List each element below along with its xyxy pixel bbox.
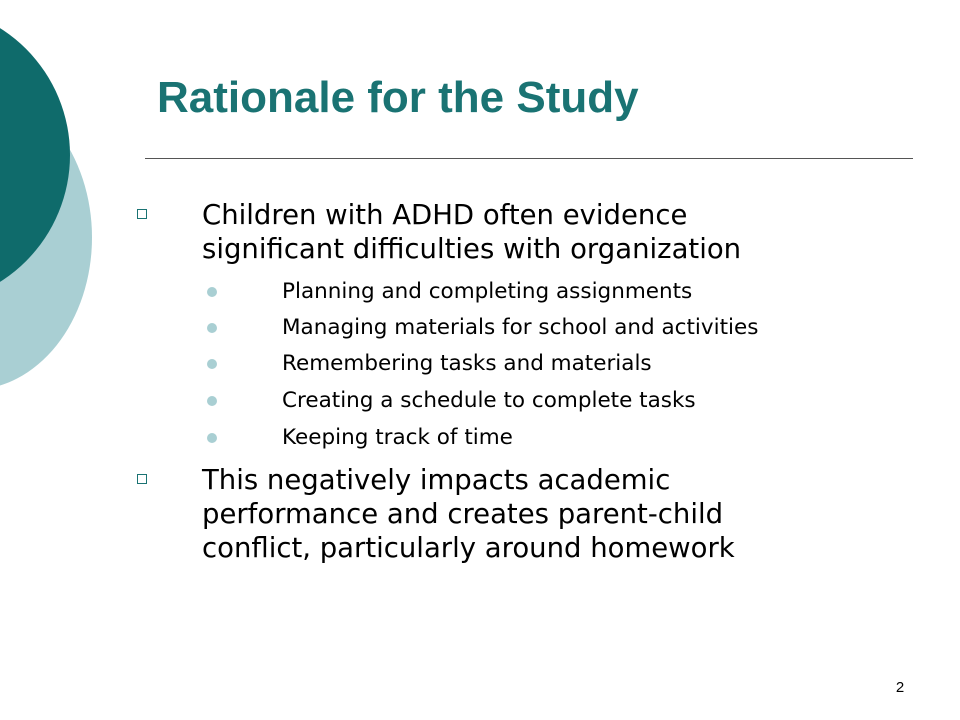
sub-bullet-text: Planning and completing assignments	[282, 279, 693, 304]
square-bullet-icon	[137, 474, 147, 484]
page-number: 2	[895, 679, 905, 696]
dot-bullet-icon	[207, 323, 217, 333]
dot-bullet-icon	[207, 396, 217, 406]
slide-title: Rationale for the Study	[157, 73, 639, 122]
sub-bullet-text: Keeping track of time	[282, 425, 513, 450]
sub-bullet-text: Managing materials for school and activities	[282, 315, 759, 340]
dot-bullet-icon	[207, 287, 217, 297]
square-bullet-icon	[137, 209, 147, 219]
dot-bullet-icon	[207, 359, 217, 369]
bullet-text: Children with ADHD often evidence significant difficulties with organization	[202, 199, 742, 265]
sub-bullet-text: Creating a schedule to complete tasks	[282, 388, 696, 413]
sub-bullet-text: Remembering tasks and materials	[282, 351, 652, 376]
dot-bullet-icon	[207, 433, 217, 443]
bullet-text: This negatively impacts academic performance and creates parent-child conflict, particularly around homework	[202, 464, 735, 564]
